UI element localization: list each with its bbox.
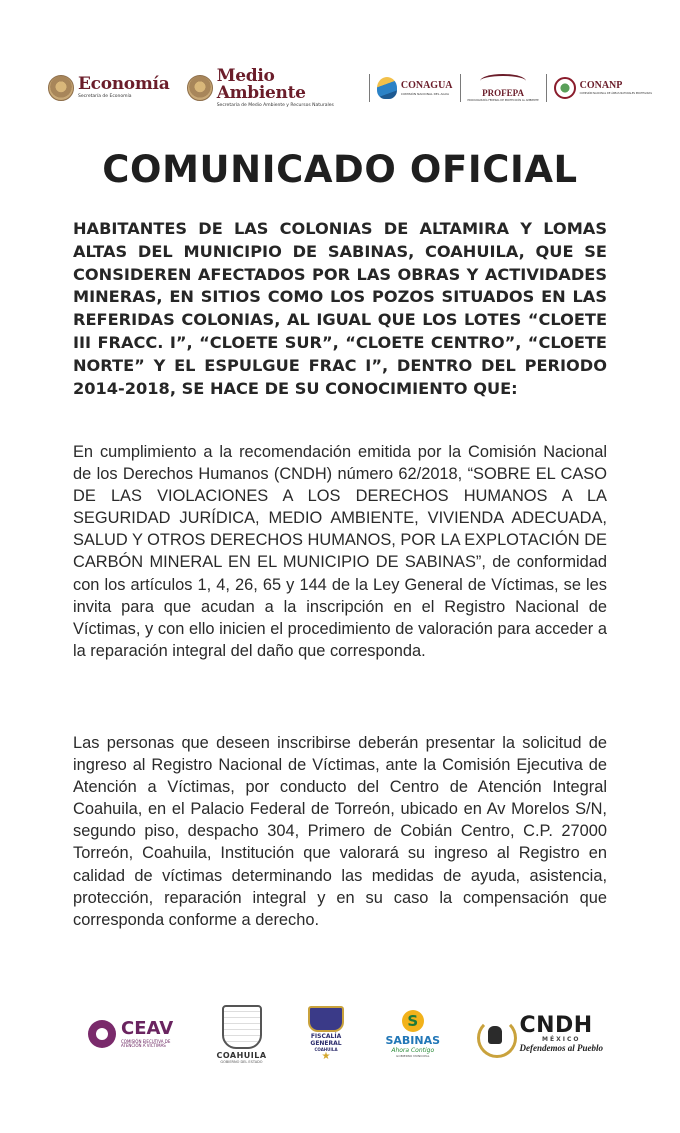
medio-ambiente-name: Medio Ambiente: [216, 65, 306, 103]
conagua-logo: [377, 77, 453, 99]
fiscalia-line-1: FISCALÍA: [310, 1032, 342, 1040]
economia-name: Economía: [78, 74, 170, 95]
economia-subtitle: Secretaría de Economía: [78, 94, 132, 100]
ceav-logo: [88, 1020, 181, 1048]
fiscalia-shield-icon: [308, 1006, 344, 1032]
page-title: COMUNICADO OFICIAL: [102, 148, 578, 191]
coahuila-name: COAHUILA: [216, 1050, 267, 1060]
cndh-logo: [475, 1012, 603, 1056]
ceav-emblem-icon: [88, 1020, 116, 1048]
coahuila-shield-icon: [222, 1005, 262, 1049]
sabinas-s-icon: S: [402, 1010, 424, 1032]
conagua-subtitle: COMISIÓN NACIONAL DEL AGUA: [400, 91, 450, 96]
fiscalia-logo: [302, 1006, 350, 1062]
header-logo-bar: [48, 65, 652, 108]
body-paragraph-2: Las personas que deseen inscribirse deberán presentar la solicitud de ingreso al Registro Nacional de Víctimas, ante la Comisión Ejecutiva de Atención a Víctimas, por conducto del Centro de Atención Integral Coahuila, en el Palacio Federal de Torreón, ubicado en Av Morelos S/N, segundo piso, despacho 304, Primero de Cobián Centro, C.P. 27000 Torreón, Coahuila, Institución que valorará su ingreso al Registro en calidad de víctimas determinando las medidas de ayuda, asistencia, protección, reparación integral y en su caso la compensación que corresponda conforme a derecho.: [73, 734, 607, 929]
body-paragraph-1: En cumplimiento a la recomendación emitida por la Comisión Nacional de los Derechos Humanos (CNDH) número 62/2018, “SOBRE EL CASO DE LAS VIOLACIONES A LOS DERECHOS HUMANOS A LA SEGURIDAD JURÍDICA, MEDIO AMBIENTE, VIVIENDA ADECUADA, SALUD Y OTROS DERECHOS HUMANOS, POR LA EXPLOTACIÓN DE CARBÓN MINERAL EN EL MUNICIPIO DE SABINAS”, de conformidad con los artículos 1, 4, 26, 65 y 144 de la Ley General de Víctimas, se les invita para que acudan a la inscripción en el Registro Nacional de Víctimas, y con ello inicien el procedimiento de valoración para acceder a la reparación integral del daño que corresponda.: [73, 443, 607, 660]
coahuila-logo: [216, 1005, 266, 1064]
logo-divider: [369, 74, 370, 102]
cndh-country: MÉXICO: [542, 1036, 581, 1043]
logo-divider: [460, 74, 461, 102]
medio-ambiente-subtitle: Secretaría de Medio Ambiente y Recursos Naturales: [216, 102, 334, 108]
fiscalia-line-3: COAHUILA: [314, 1046, 338, 1052]
ceav-subtitle: COMISIÓN EJECUTIVA DE ATENCIÓN A VÍCTIMAS: [121, 1039, 171, 1048]
logo-divider: [546, 74, 547, 102]
conanp-logo: [554, 77, 652, 99]
conanp-name: CONANP: [579, 79, 623, 91]
cndh-motto: Defendemos al Pueblo: [519, 1043, 603, 1053]
cndh-hand-emblem-icon: [475, 1012, 515, 1056]
mexico-seal-icon: [187, 75, 213, 101]
sabinas-tagline: Ahora Contigo: [391, 1047, 435, 1054]
fiscalia-line-2: GENERAL: [310, 1039, 342, 1047]
ceav-name: CEAV: [121, 1018, 174, 1039]
profepa-logo: [467, 74, 538, 102]
sabinas-name: SABINAS: [385, 1034, 441, 1047]
sabinas-logo: [385, 1010, 440, 1058]
intro-paragraph: HABITANTES DE LAS COLONIAS DE ALTAMIRA Y LOMAS ALTAS DEL MUNICIPIO DE SABINAS, COAHUILA, QUE SE CONSIDEREN AFECTADOS POR LAS OBRAS Y ACTIVIDADES MINERAS, EN SITIOS COMO LOS POZOS SITUADOS EN LAS REFERIDAS COLONIAS, AL IGUAL QUE LOS LOTES “CLOETE III FRACC. I”, “CLOETE SUR”, “CLOETE CENTRO”, “CLOETE NORTE” Y EL ESPULGUE FRAC I”, DENTRO DEL PERIODO 2014-2018, SE HACE DE SU CONOCIMIENTO QUE:: [73, 219, 607, 398]
profepa-name: PROFEPA: [482, 88, 524, 98]
conanp-subtitle: COMISIÓN NACIONAL DE ÁREAS NATURALES PROTEGIDAS: [579, 91, 652, 95]
star-icon: ★: [321, 1051, 331, 1063]
coahuila-subtitle: GOBIERNO DEL ESTADO: [220, 1059, 263, 1064]
cndh-name: CNDH: [519, 1013, 593, 1038]
footer-logo-bar: [88, 1002, 603, 1066]
water-drop-icon: [377, 77, 397, 99]
medio-ambiente-logo: [187, 65, 362, 109]
profepa-subtitle: PROCURADURÍA FEDERAL DE PROTECCIÓN AL AMBIENTE: [467, 99, 539, 102]
conagua-name: CONAGUA: [400, 79, 453, 91]
conanp-emblem-icon: [554, 77, 576, 99]
economia-logo: [48, 75, 169, 101]
sabinas-subtitle: GOBIERNO MUNICIPAL: [396, 1054, 430, 1058]
profepa-arc-icon: [480, 74, 526, 88]
mexico-seal-icon: [48, 75, 74, 101]
